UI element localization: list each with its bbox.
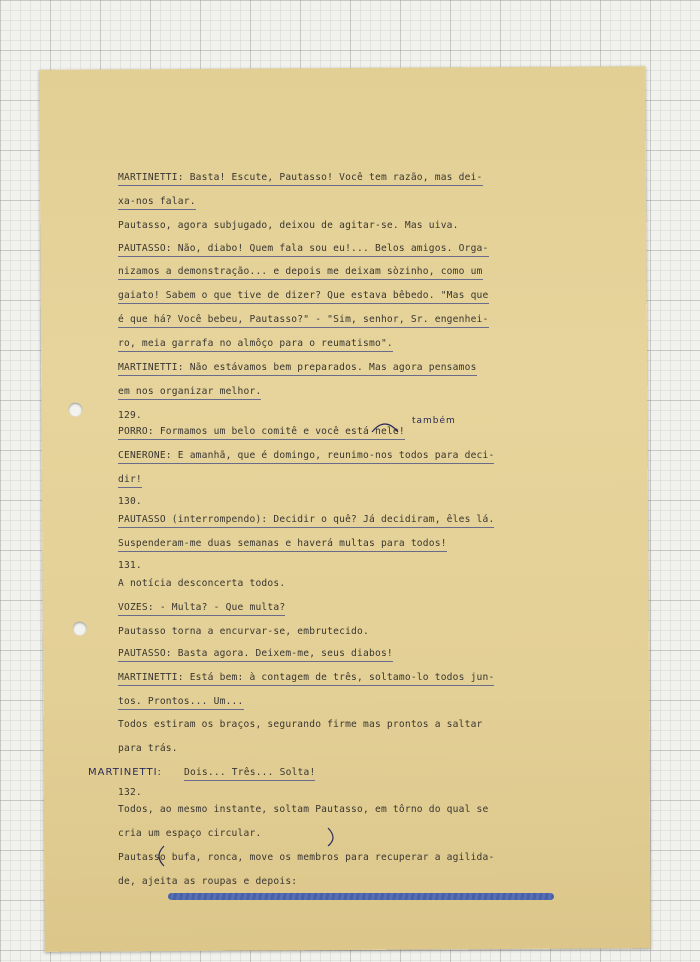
text-line: Dois... Três... Solta! — [184, 767, 315, 778]
handwritten-insertion: também — [412, 416, 456, 426]
text-line: ro, meia garrafa no almôço para o reumatismo". — [118, 338, 393, 349]
text-line: nizamos a demonstração... e depois me deixam sòzinho, como um — [118, 266, 483, 277]
text-line: cria um espaço circular. — [118, 828, 262, 839]
text-line: é que há? Você bebeu, Pautasso?" - "Sim, senhor, Sr. engenhei- — [118, 314, 489, 325]
text-line: CENERONE: E amanhã, que é domingo, reunimo-nos todos para deci- — [118, 450, 494, 461]
scene-number: 129. — [118, 410, 142, 421]
punch-hole — [68, 403, 82, 417]
scene-number: 132. — [118, 787, 142, 798]
handwritten-margin-speaker: MARTINETTI: — [88, 767, 162, 778]
text-line: A notícia desconcerta todos. — [118, 578, 286, 589]
text-line: gaiato! Sabem o que tive de dizer? Que estava bêbedo. "Mas que — [118, 290, 489, 301]
scene-number: 130. — [118, 496, 142, 507]
text-line: PAUTASSO: Não, diabo! Quem fala sou eu!... Belos amigos. Orga- — [118, 243, 489, 254]
text-line: PAUTASSO (interrompendo): Decidir o quê? Já decidiram, êles lá. — [118, 514, 494, 525]
text-line: Pautasso torna a encurvar-se, embrutecido. — [118, 626, 369, 637]
text-line: PORRO: Formamos um belo comitê e você está nele! — [118, 426, 405, 437]
text-line: MARTINETTI: Está bem: à contagem de três, soltamo-lo todos jun- — [118, 672, 494, 683]
text-line: tos. Prontos... Um... — [118, 696, 244, 707]
text-line: PAUTASSO: Basta agora. Deixem-me, seus diabos! — [118, 648, 393, 659]
blue-strikethrough — [168, 893, 554, 900]
text-line: Todos estiram os braços, segurando firme mas prontos a saltar — [118, 719, 483, 730]
text-line: em nos organizar melhor. — [118, 386, 261, 397]
text-line: Todos, ao mesmo instante, soltam Pautasso, em tôrno do qual se — [118, 804, 489, 815]
text-line: VOZES: - Multa? - Que multa? — [118, 602, 285, 613]
text-line: xa-nos falar. — [118, 196, 196, 207]
scene-number: 131. — [118, 560, 142, 571]
text-line: Suspenderam-me duas semanas e haverá multas para todos! — [118, 538, 447, 549]
text-line: para trás. — [118, 743, 178, 754]
text-line: MARTINETTI: Não estávamos bem preparados. Mas agora pensamos — [118, 362, 477, 373]
text-line: Pautasso, agora subjugado, deixou de agitar-se. Mas uiva. — [118, 220, 459, 231]
text-line: dir! — [118, 474, 142, 485]
punch-hole — [73, 622, 87, 636]
text-line: MARTINETTI: Basta! Escute, Pautasso! Você tem razão, mas dei- — [118, 172, 483, 183]
text-line: de, ajeita as roupas e depois: — [118, 876, 298, 887]
text-line: Pautasso bufa, ronca, move os membros para recuperar a agilida- — [118, 852, 495, 863]
